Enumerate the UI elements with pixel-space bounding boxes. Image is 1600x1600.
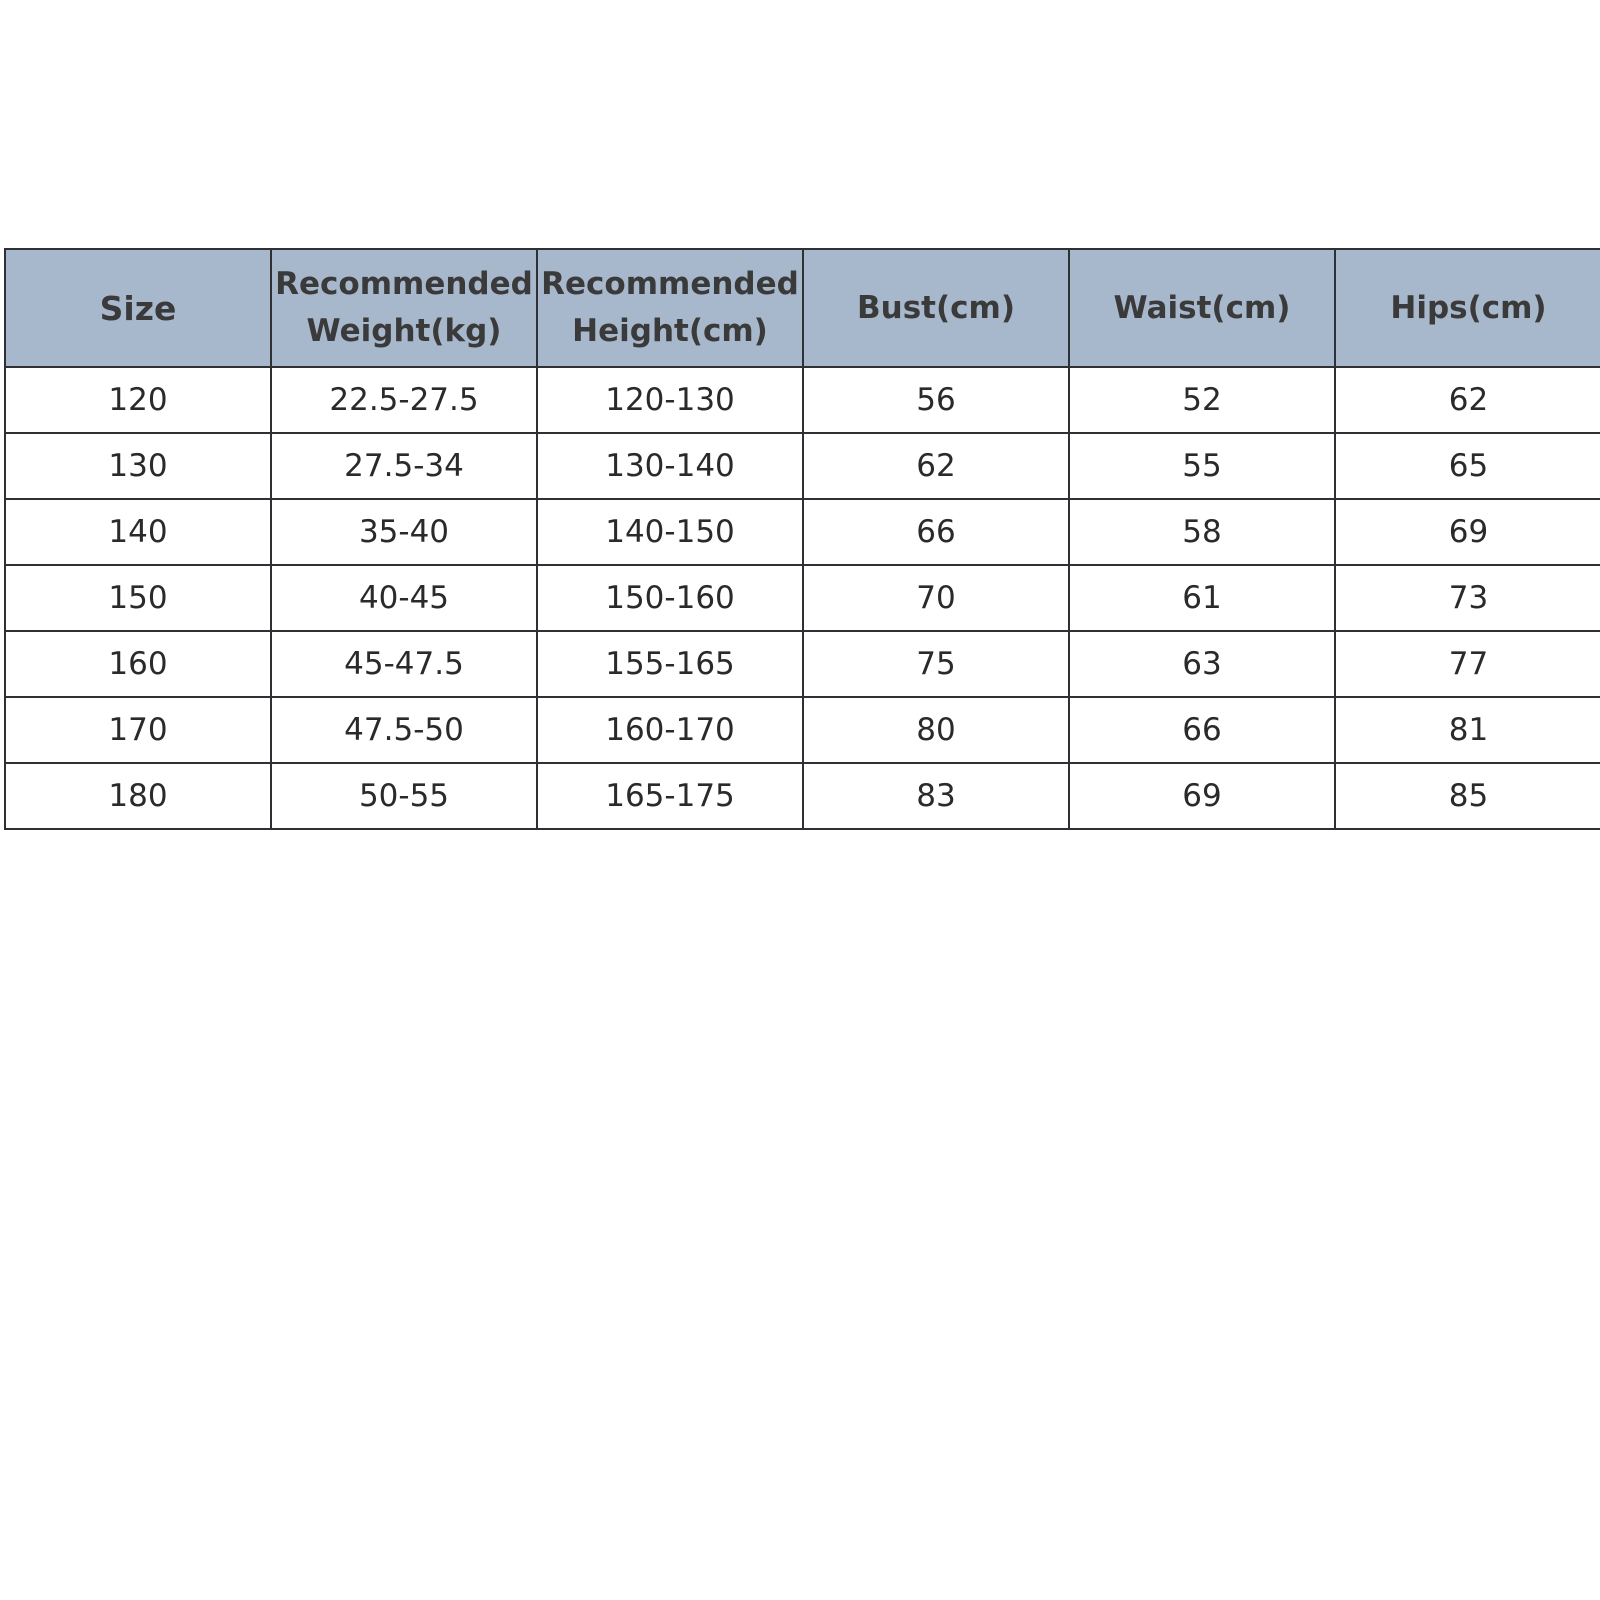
cell-size: 180 xyxy=(5,763,271,829)
header-row xyxy=(5,249,1600,367)
cell-hips: 62 xyxy=(1335,367,1600,433)
table-row xyxy=(5,565,1600,631)
cell-waist: 63 xyxy=(1069,631,1335,697)
cell-waist: 52 xyxy=(1069,367,1335,433)
cell-hips: 65 xyxy=(1335,433,1600,499)
cell-height: 140-150 xyxy=(537,499,803,565)
cell-height: 130-140 xyxy=(537,433,803,499)
table-row xyxy=(5,367,1600,433)
cell-size: 120 xyxy=(5,367,271,433)
cell-waist: 61 xyxy=(1069,565,1335,631)
cell-bust: 75 xyxy=(803,631,1069,697)
cell-waist: 66 xyxy=(1069,697,1335,763)
cell-height: 160-170 xyxy=(537,697,803,763)
cell-weight: 45-47.5 xyxy=(271,631,537,697)
cell-waist: 55 xyxy=(1069,433,1335,499)
cell-weight: 27.5-34 xyxy=(271,433,537,499)
cell-bust: 80 xyxy=(803,697,1069,763)
table-row xyxy=(5,433,1600,499)
header-recommended-height: Recommended Height(cm) xyxy=(537,249,803,367)
cell-size: 160 xyxy=(5,631,271,697)
cell-hips: 77 xyxy=(1335,631,1600,697)
cell-weight: 40-45 xyxy=(271,565,537,631)
cell-weight: 35-40 xyxy=(271,499,537,565)
header-recommended-weight: Recommended Weight(kg) xyxy=(271,249,537,367)
cell-weight: 47.5-50 xyxy=(271,697,537,763)
cell-size: 150 xyxy=(5,565,271,631)
cell-bust: 83 xyxy=(803,763,1069,829)
size-chart-table xyxy=(4,248,1600,830)
cell-height: 155-165 xyxy=(537,631,803,697)
cell-size: 170 xyxy=(5,697,271,763)
cell-bust: 70 xyxy=(803,565,1069,631)
cell-bust: 62 xyxy=(803,433,1069,499)
cell-weight: 50-55 xyxy=(271,763,537,829)
cell-hips: 81 xyxy=(1335,697,1600,763)
cell-waist: 69 xyxy=(1069,763,1335,829)
table-row xyxy=(5,631,1600,697)
table-row xyxy=(5,499,1600,565)
cell-height: 165-175 xyxy=(537,763,803,829)
cell-height: 150-160 xyxy=(537,565,803,631)
cell-hips: 73 xyxy=(1335,565,1600,631)
header-waist: Waist(cm) xyxy=(1069,249,1335,367)
cell-size: 130 xyxy=(5,433,271,499)
header-bust: Bust(cm) xyxy=(803,249,1069,367)
cell-bust: 66 xyxy=(803,499,1069,565)
cell-hips: 69 xyxy=(1335,499,1600,565)
cell-hips: 85 xyxy=(1335,763,1600,829)
cell-bust: 56 xyxy=(803,367,1069,433)
cell-waist: 58 xyxy=(1069,499,1335,565)
table-row xyxy=(5,697,1600,763)
header-size: Size xyxy=(5,249,271,367)
table-row xyxy=(5,763,1600,829)
cell-weight: 22.5-27.5 xyxy=(271,367,537,433)
cell-size: 140 xyxy=(5,499,271,565)
cell-height: 120-130 xyxy=(537,367,803,433)
header-hips: Hips(cm) xyxy=(1335,249,1600,367)
